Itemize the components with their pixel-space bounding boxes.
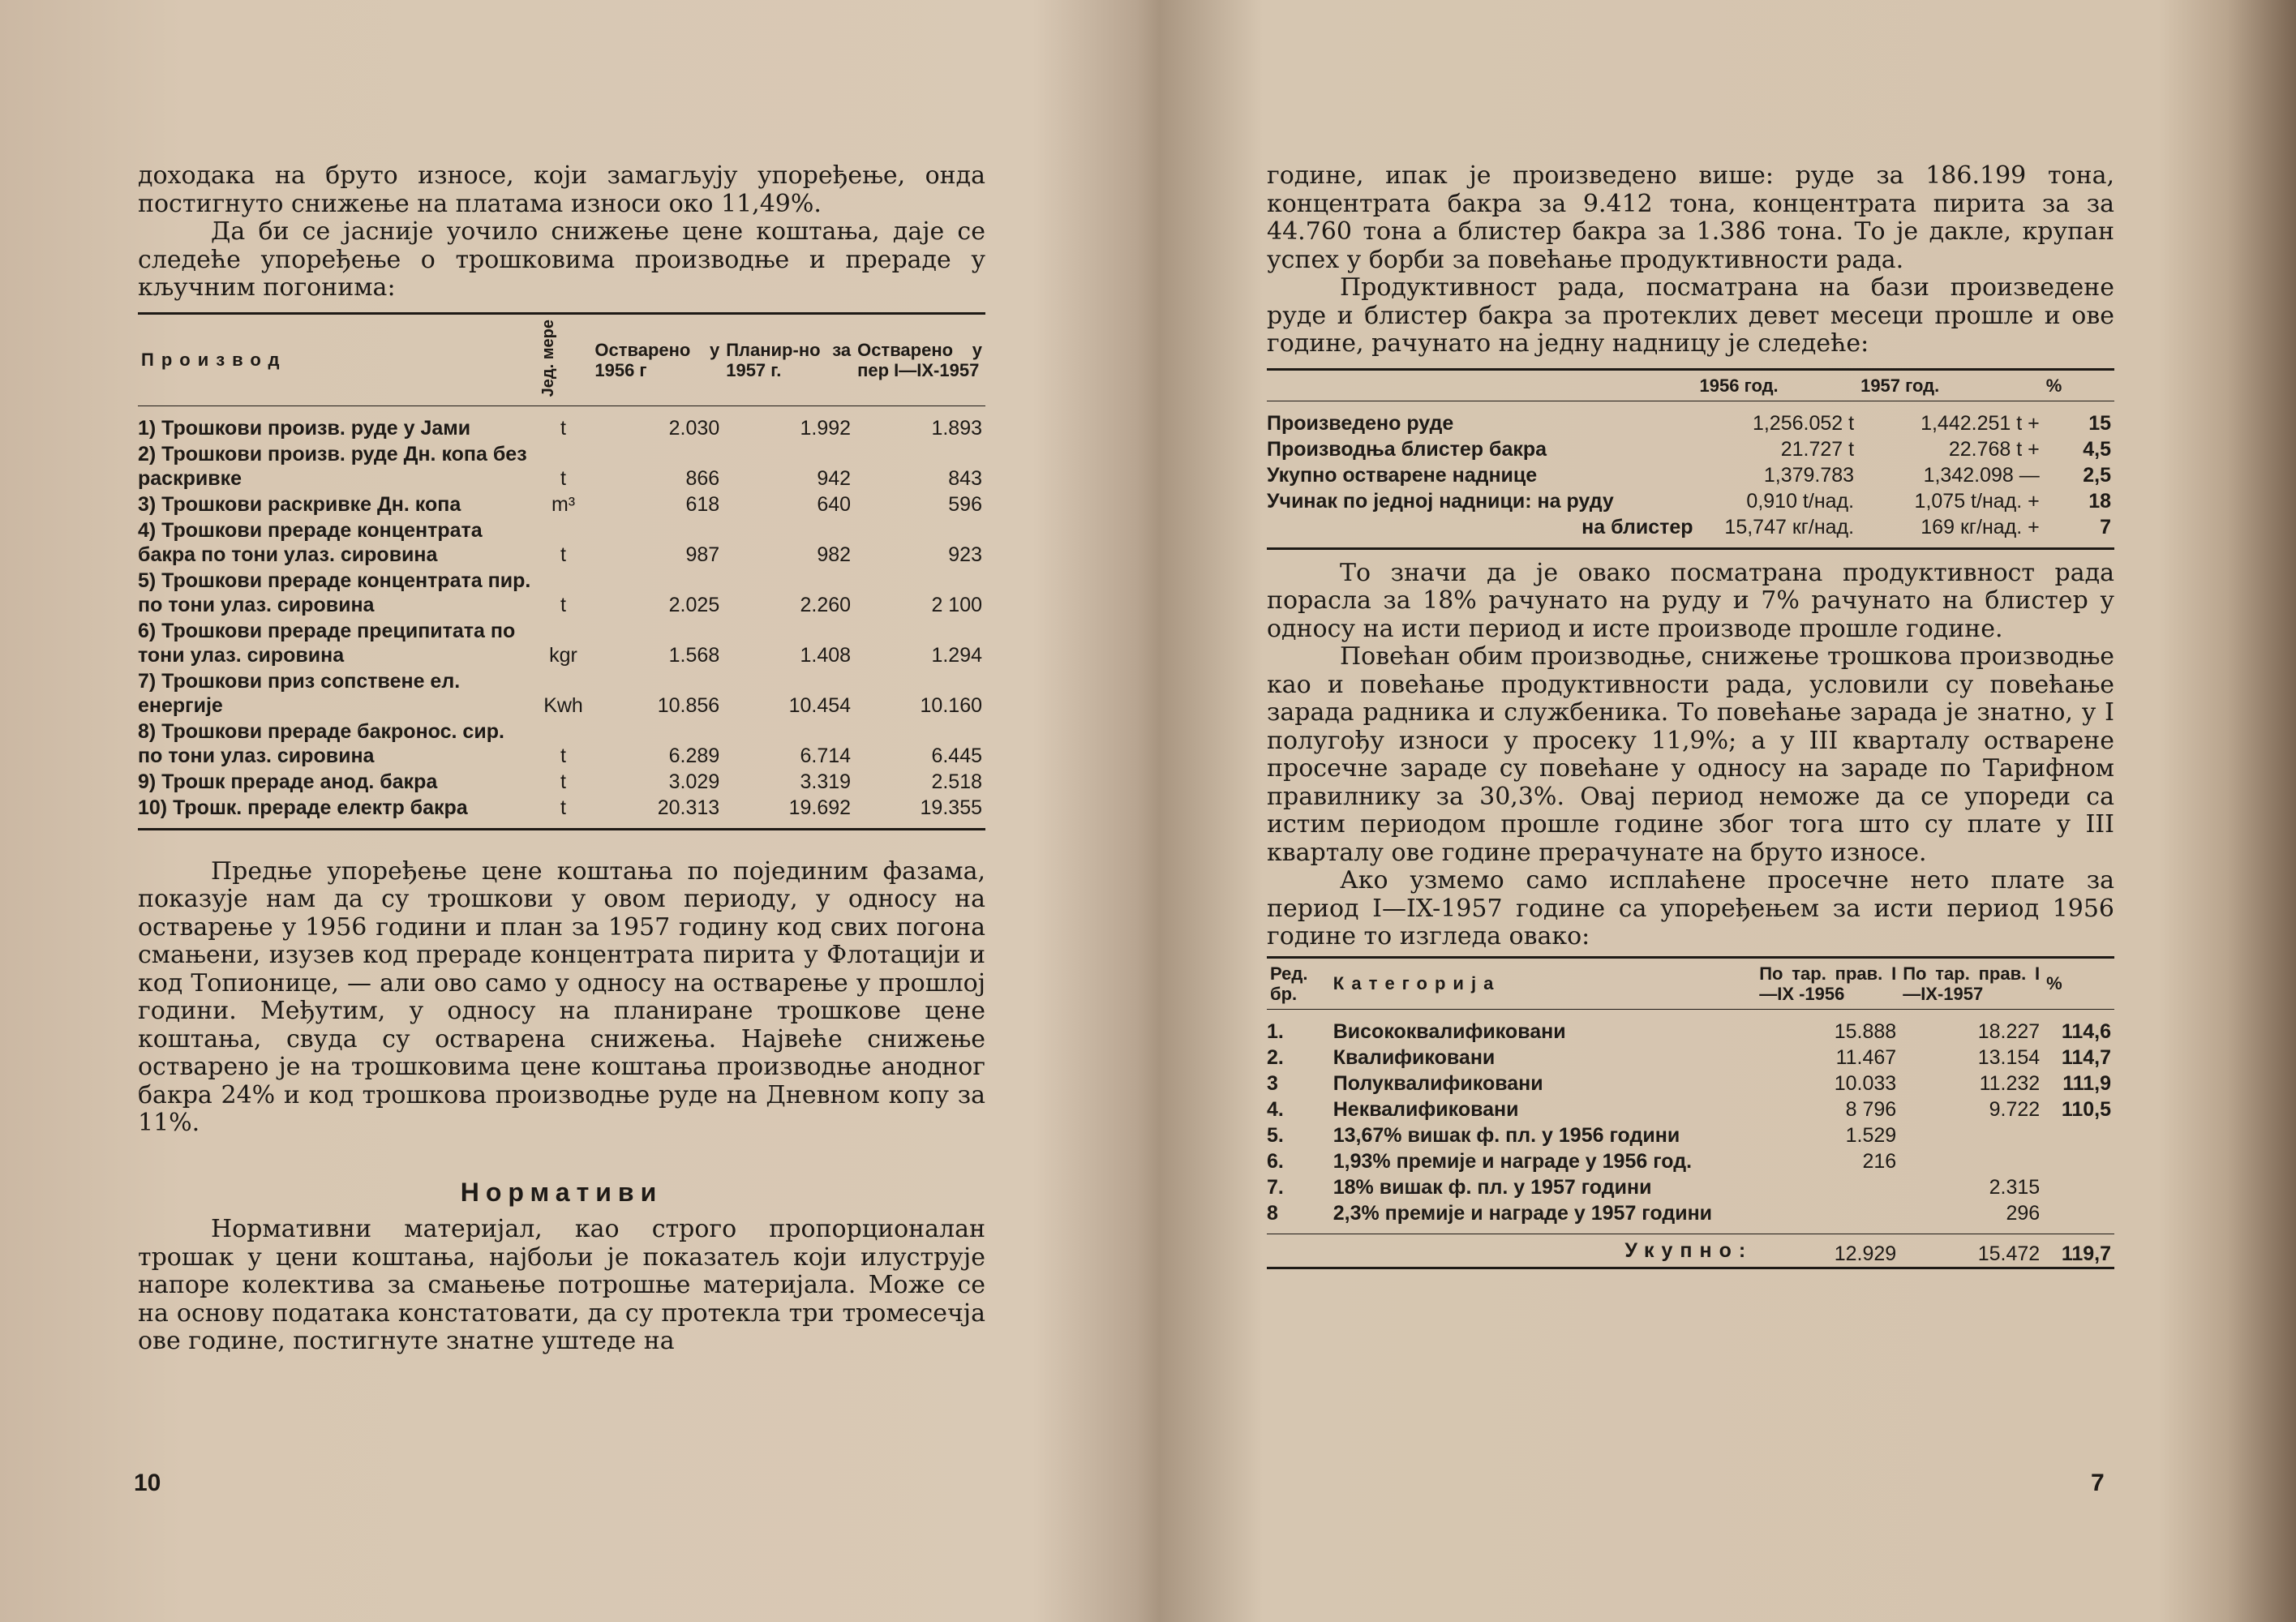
row-value-percent: 2,5: [2083, 463, 2111, 487]
productivity-table: [1267, 368, 2114, 550]
col-header-1957: По тар. прав. I—IX-1957: [1903, 963, 2041, 1004]
table-header-row: [138, 313, 985, 406]
row-value-plan: 1.408: [800, 643, 852, 667]
row-value-1957: 13.154: [1977, 1045, 2041, 1069]
left-para-4: Нормативни материјал, као строго пропорционалан трошак у цени коштања, најбољи је показатељ који илуструје напоре колектива за смањење потрошње материјала. Може се на основу података констатовати, да су протекла три тромесечја ове године, постигнуте знатне уштеде на: [138, 1215, 985, 1356]
row-value-1957: 22.768 t +: [1948, 437, 2040, 461]
row-category: Полуквалификовани: [1333, 1071, 1543, 1095]
row-category: 1,93% премије и награде у 1956 год.: [1333, 1149, 1693, 1173]
row-value-1957: 1.294: [931, 643, 982, 667]
row-label: 4) Трошкови прераде концентрата бакра по тони улаз. сировина: [138, 518, 483, 566]
row-value-plan: 982: [817, 543, 852, 566]
right-para-5: Ако узмемо само исплаћене просечне нето плате за период I—IX-1957 године са упоређењем за исти период 1956 године то изгледа овако:: [1267, 866, 2114, 950]
row-label: 2) Трошкови произв. руде Дн. копа без раскривке: [138, 442, 527, 490]
row-value-1957: 1,075 t/над. +: [1914, 489, 2040, 513]
row-label: 8) Трошкови прераде бакронос. сир. по тони улаз. сировина: [138, 719, 504, 767]
table-row: [1267, 1122, 2114, 1148]
row-value-1957: 1,442.251 t +: [1920, 411, 2040, 435]
row-no: 4.: [1267, 1097, 1284, 1121]
row-no: 5.: [1267, 1123, 1284, 1147]
row-value-1956: 21.727 t: [1780, 437, 1855, 461]
row-value-1957: 2.315: [1989, 1175, 2041, 1199]
row-value-1956: [1756, 1174, 1899, 1200]
row-value-1956: 216: [1862, 1149, 1897, 1173]
right-para-4: Повећан обим производње, снижење трошкова производње као и повећање продуктивности рада, условили су повећање зарада радника и службеника. То повећање зарада је знатно, у I полугођу износи у просеку 11,9%; а у III кварталу остварене просечне зараде су повећане у односу на зараде по Тарифном правилнику за 30,3%. Овај период неможе да се упореди са истим периодом прошле године због тога што су плате у III кварталу ове године прерачунате на бруто износе.: [1267, 642, 2114, 867]
row-value-plan: 1.992: [800, 416, 852, 440]
row-value-1957: 18.227: [1977, 1019, 2041, 1043]
row-category: Неквалификовани: [1333, 1097, 1519, 1121]
row-value-plan: 2.260: [800, 593, 852, 616]
col-header-unit: Јед. мере: [539, 319, 557, 397]
row-no: 8: [1267, 1201, 1278, 1225]
row-label: на блистер: [1581, 515, 1693, 539]
row-value-percent: [2043, 1200, 2114, 1234]
row-value-1957: 2 100: [931, 593, 982, 616]
row-no: 7.: [1267, 1175, 1284, 1199]
row-label: Укупно остварене наднице: [1267, 463, 1538, 487]
col-header-1956: По тар. прав. I—IX -1956: [1759, 963, 1897, 1004]
row-category: 2,3% премије и награде у 1957 години: [1333, 1201, 1713, 1225]
row-value-1956: 11.467: [1835, 1045, 1897, 1069]
table-row: [138, 568, 985, 618]
row-value-1956: 3.029: [668, 770, 720, 793]
right-para-2: Продуктивност рада, посматрана на бази произведене руде и блистер бакра за протеклих девет месеци прошле и ове године, рачунато на једну надницу је следеће:: [1267, 273, 2114, 358]
row-label: 5) Трошкови прераде концентрата пир. по тони улаз. сировина: [138, 569, 531, 616]
row-value-1956: [1756, 1200, 1899, 1234]
left-page: [138, 162, 985, 1356]
col-header-category: Категорија: [1333, 973, 1501, 993]
row-value-1957: 843: [948, 466, 982, 490]
row-value-percent: [2043, 1148, 2114, 1174]
col-header-blank: [1267, 369, 1697, 401]
col-header-plan-1957: Планир-но за 1957 г.: [726, 339, 852, 380]
production-cost-table: [138, 312, 985, 830]
col-header-1957: Остварено у пер I—IX-1957: [857, 339, 982, 380]
page-number-right: 7: [2091, 1470, 2105, 1496]
row-unit: kgr: [549, 643, 577, 667]
row-value-1956: 6.289: [668, 744, 720, 767]
row-value-percent: 4,5: [2083, 437, 2111, 461]
row-value-1956: 0,910 t/над.: [1746, 489, 1855, 513]
left-para-2: Да би се јасније уочило снижење цене коштања, даје се следеће упоређење о трошковима производње и прераде у кључним погонима:: [138, 217, 985, 302]
row-unit: Kwh: [543, 693, 583, 717]
table-row: [138, 618, 985, 668]
row-value-plan: 19.692: [788, 796, 852, 819]
row-value-1957: 169 кг/над. +: [1920, 515, 2040, 539]
row-value-percent: 110,5: [2061, 1097, 2111, 1121]
left-para-3: Предње упоређење цене коштања по појединим фазама, показује нам да су трошкови у овом периоду, у односу на остварење у 1956 години и план за 1957 годину код свих погона смањени, изузев код прераде концентрата пирита у Флотацији и код Топионице, — али ово само у односу на остварење у прошлој години. Међутим, у односу на планиране трошкове цене коштања, свуда су остварена снижења. Највеће снижење остварено је на трошковима цене коштања производње анодног бакра 24% и код трошкова производње руде на Дневном копу за 11%.: [138, 856, 985, 1138]
table-row: [1267, 1045, 2114, 1071]
row-value-1957: 10.160: [920, 693, 982, 717]
table-row: [138, 769, 985, 795]
row-value-1956: 2.030: [668, 416, 720, 440]
row-value-plan: 10.454: [788, 693, 852, 717]
row-unit: t: [560, 466, 566, 490]
row-label: 10) Трошк. прераде електр бакра: [138, 796, 468, 819]
table-row: [1267, 1200, 2114, 1234]
wages-table: [1267, 956, 2114, 1269]
col-header-1957: 1957 год.: [1860, 375, 1940, 396]
row-no: 2.: [1267, 1045, 1284, 1069]
row-value-plan: 6.714: [800, 744, 852, 767]
row-value-1956: 15.888: [1834, 1019, 1897, 1043]
table-row: [138, 719, 985, 769]
row-category: Висококвалификовани: [1333, 1019, 1566, 1043]
col-header-product: Производ: [141, 350, 287, 371]
row-value-percent: 114,7: [2061, 1045, 2111, 1069]
table-row: [1267, 1096, 2114, 1122]
row-value-1956: 20.313: [657, 796, 720, 819]
table-row: [138, 668, 985, 719]
row-no: 6.: [1267, 1149, 1284, 1173]
row-label: Учинак по једној надници: на руду: [1267, 489, 1614, 513]
row-no: 3: [1267, 1071, 1278, 1095]
row-value-1956: 15,747 кг/над.: [1724, 515, 1855, 539]
row-value-plan: 640: [817, 492, 852, 516]
table-row: [1267, 462, 2114, 488]
row-value-1957: 2.518: [931, 770, 982, 793]
row-value-1957: [1899, 1122, 2043, 1148]
right-para-1: године, ипак је произведено више: руде за 186.199 тона, концентрата бакра за 9.412 тона, концентрата пирита за за 44.760 тона а блистер бакра за 1.386 тона. То је дакле, крупан успех у борби за повећање продуктивности рада.: [1267, 161, 2114, 274]
row-label: 1) Трошкови произв. руде у Јами: [138, 416, 471, 440]
row-unit: m³: [551, 492, 576, 516]
table-row: [1267, 1148, 2114, 1174]
table-row: [1267, 1009, 2114, 1045]
row-value-1956: 1,256.052 t: [1752, 411, 1855, 435]
table-header-row: [1267, 369, 2114, 401]
row-value-1957: 6.445: [931, 744, 982, 767]
table-row: [138, 406, 985, 441]
row-value-1957: 19.355: [920, 796, 982, 819]
total-value-1957: 15.472: [1977, 1242, 2041, 1265]
row-value-plan: 3.319: [800, 770, 852, 793]
table-header-row: [1267, 957, 2114, 1009]
row-value-1957: 296: [2006, 1201, 2041, 1225]
row-value-1957: 1,342.098 —: [1923, 463, 2040, 487]
row-value-percent: 7: [2100, 515, 2111, 539]
row-value-1957: 9.722: [1989, 1097, 2041, 1121]
row-value-1956: 1.568: [668, 643, 720, 667]
row-label: 6) Трошкови прераде преципитата по тони улаз. сировина: [138, 619, 516, 667]
table-total-row: [1267, 1234, 2114, 1268]
row-label: Произведено руде: [1267, 411, 1454, 435]
row-value-1956: 2.025: [668, 593, 720, 616]
table-row: [138, 517, 985, 568]
col-header-percent: %: [2045, 375, 2062, 396]
row-value-1956: 1,379.783: [1763, 463, 1855, 487]
page-number-left: 10: [134, 1470, 161, 1496]
table-row: [138, 491, 985, 517]
row-unit: t: [560, 796, 566, 819]
row-value-percent: [2043, 1174, 2114, 1200]
col-header-1956: Остварено у 1956 г: [594, 339, 720, 380]
table-row: [138, 795, 985, 830]
total-value-percent: 119,7: [2061, 1242, 2111, 1265]
row-value-1957: [1899, 1148, 2043, 1174]
row-unit: t: [560, 593, 566, 616]
row-value-1956: 987: [685, 543, 720, 566]
col-header-percent: %: [2046, 973, 2062, 993]
row-value-1956: 8 796: [1845, 1097, 1897, 1121]
table-row: [1267, 488, 2114, 514]
row-label: 7) Трошкови приз сопствене ел. енергије: [138, 669, 461, 717]
right-page: [1267, 162, 2114, 1279]
col-header-no: Ред. бр.: [1270, 963, 1308, 1004]
row-value-1957: 596: [948, 492, 982, 516]
row-unit: t: [560, 744, 566, 767]
row-no: 1.: [1267, 1019, 1284, 1043]
table-row: [1267, 401, 2114, 436]
row-value-1957: 11.232: [1979, 1071, 2041, 1095]
row-category: 13,67% вишак ф. пл. у 1956 години: [1333, 1123, 1680, 1147]
table-row: [1267, 1071, 2114, 1096]
table-row: [138, 441, 985, 491]
row-value-1956: 866: [685, 466, 720, 490]
right-para-3: То значи да је овако посматрана продуктивност рада порасла за 18% рачунато на руду и 7% рачунато на блистер у односу на исти период и исте производе прошле године.: [1267, 558, 2114, 643]
col-header-1956: 1956 год.: [1699, 375, 1779, 396]
left-para-1: доходака на бруто износе, који замагљују упоређење, онда постигнуто снижење на платама износи око 11,49%.: [138, 161, 985, 218]
row-value-percent: 111,9: [2062, 1071, 2111, 1095]
row-value-1957: 923: [948, 543, 982, 566]
row-value-percent: [2043, 1122, 2114, 1148]
row-unit: t: [560, 416, 566, 440]
row-value-1956: 10.856: [657, 693, 720, 717]
row-value-1956: 618: [685, 492, 720, 516]
row-category: 18% вишак ф. пл. у 1957 години: [1333, 1175, 1652, 1199]
row-value-plan: 942: [817, 466, 852, 490]
row-unit: t: [560, 770, 566, 793]
total-value-1956: 12.929: [1834, 1242, 1897, 1265]
row-value-1956: 10.033: [1834, 1071, 1897, 1095]
row-category: Квалификовани: [1333, 1045, 1496, 1069]
table-row: [1267, 514, 2114, 549]
row-value-percent: 15: [2088, 411, 2111, 435]
row-label: 3) Трошкови раскривке Дн. копа: [138, 492, 461, 516]
section-heading-normativi: Нормативи: [460, 1177, 663, 1207]
row-value-1957: 1.893: [931, 416, 982, 440]
table-row: [1267, 436, 2114, 462]
row-value-1956: 1.529: [1845, 1123, 1897, 1147]
row-label: 9) Трошк прераде анод. бакра: [138, 770, 438, 793]
row-value-percent: 18: [2088, 489, 2111, 513]
total-label: Укупно:: [1624, 1238, 1753, 1262]
table-row: [1267, 1174, 2114, 1200]
row-unit: t: [560, 543, 566, 566]
row-label: Производња блистер бакра: [1267, 437, 1547, 461]
row-value-percent: 114,6: [2061, 1019, 2111, 1043]
